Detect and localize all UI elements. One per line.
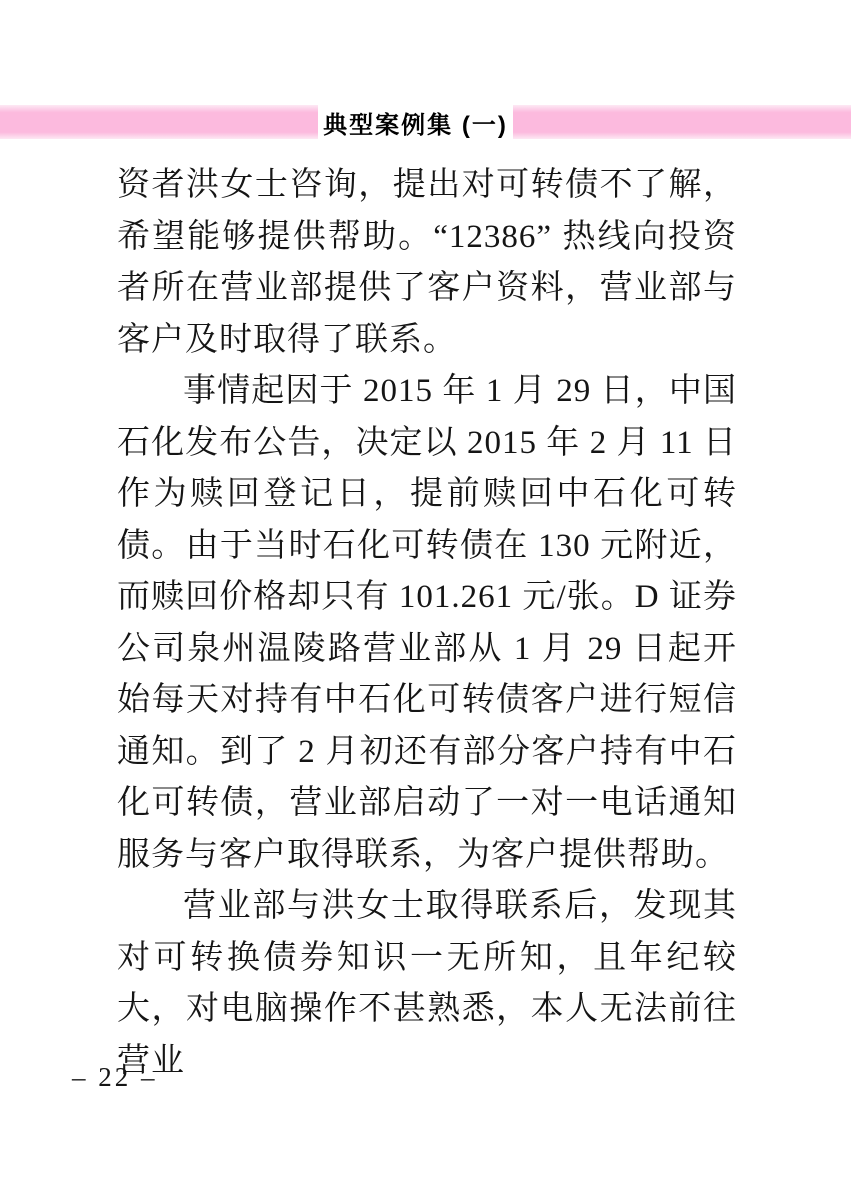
header-bar-right	[513, 105, 851, 139]
paragraph-case-origin: 事情起因于 2015 年 1 月 29 日，中国石化发布公告，决定以 2015 年 2 月 11 日作为赎回登记日，提前赎回中石化可转债。由于当时石化可转债在 130 元附近，而赎回价格却只有 101.261 元/张。D 证券公司泉州温陵路营业部从 1 月 29 日起开始每天对持有中石化可转债客户进行短信通知。到了 2 月初还有部分客户持有中石化可转债，营业部启动了一对一电话通知服务与客户取得联系，为客户提供帮助。	[117, 373, 737, 873]
paragraph-continuation: 资者洪女士咨询，提出对可转债不了解，希望能够提供帮助。“12386” 热线向投资者所在营业部提供了客户资料，营业部与客户及时取得了联系。	[117, 167, 737, 358]
page-header	[0, 105, 851, 139]
paragraph-contact-result: 营业部与洪女士取得联系后，发现其对可转换债券知识一无所知，且年纪较大，对电脑操作不甚熟悉，本人无法前往营业	[117, 888, 737, 1079]
body-text	[117, 160, 737, 1087]
page-number: – 22 –	[72, 1062, 158, 1092]
header-bar-left	[0, 105, 318, 139]
header-title-wrap	[318, 105, 513, 139]
page-header-title: 典型案例集 (一)	[323, 111, 508, 139]
